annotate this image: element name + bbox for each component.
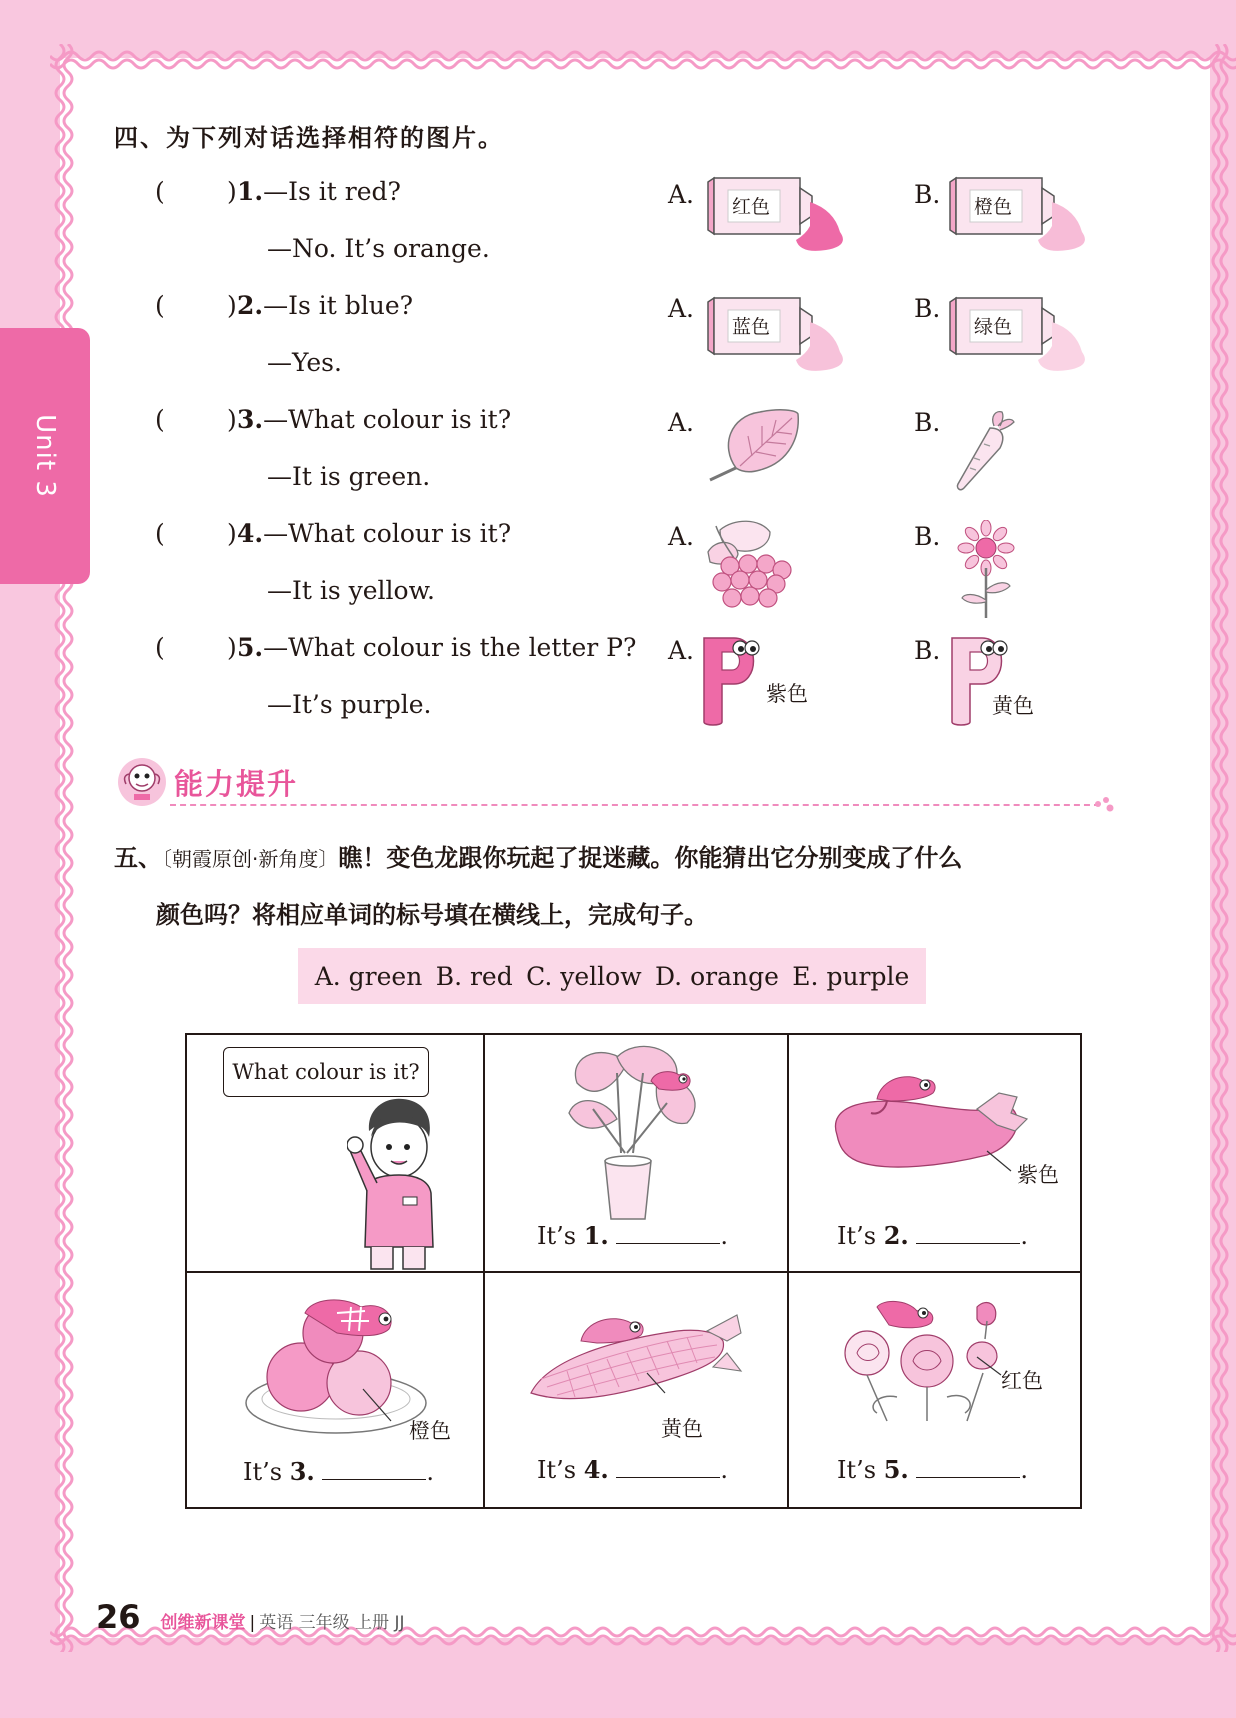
answer-paren-open[interactable]: ( xyxy=(155,633,165,662)
oranges-chameleon-image xyxy=(241,1293,431,1443)
tube-label: 蓝色 xyxy=(732,316,771,338)
sentence-number: 1. xyxy=(583,1221,609,1250)
answer-paren-close: ) xyxy=(227,519,237,548)
answer-text: —It’s purple. xyxy=(267,690,432,719)
sentence-1 xyxy=(537,1221,728,1250)
word-option: D. orange xyxy=(655,961,779,991)
paint-tube-red-image xyxy=(704,176,854,252)
sentence-prefix: It’s xyxy=(537,1222,577,1250)
sentence-number: 4. xyxy=(583,1455,609,1484)
grapes-image xyxy=(700,518,800,614)
option-b-label: B. xyxy=(914,180,941,209)
sentence-4 xyxy=(537,1455,728,1484)
section-5-line-1: 瞧！变色龙跟你玩起了捉迷藏。你能猜出它分别变成了什么 xyxy=(338,844,963,872)
answer-paren-open[interactable]: ( xyxy=(155,177,165,206)
trophy-mascot-icon xyxy=(114,756,170,808)
unit-tab-label: Unit 3 xyxy=(29,414,60,498)
answer-blank-4[interactable] xyxy=(616,1456,720,1478)
letter-p-color-label: 紫色 xyxy=(766,682,808,706)
option-b-label: B. xyxy=(914,636,941,665)
sentence-5 xyxy=(837,1455,1028,1484)
answer-blank-1[interactable] xyxy=(616,1222,720,1244)
roses-chameleon-image xyxy=(837,1297,1017,1427)
option-b-label: B. xyxy=(914,522,941,551)
section-5-prefix: 五、 xyxy=(114,844,162,872)
page-number: 26 xyxy=(96,1598,141,1636)
eggplant-color-label: 紫色 xyxy=(1017,1163,1059,1187)
chameleon-grid xyxy=(185,1033,1082,1509)
section-5-source: 〔朝霞原创·新角度〕 xyxy=(162,847,339,871)
footer-separator: | xyxy=(249,1613,256,1633)
section-5-line-2: 颜色吗？将相应单词的标号填在横线上，完成句子。 xyxy=(156,901,708,929)
oranges-color-label: 橙色 xyxy=(409,1419,451,1443)
tube-label: 红色 xyxy=(732,196,771,218)
answer-paren-open[interactable]: ( xyxy=(155,405,165,434)
wave-border-left xyxy=(46,44,82,1652)
book-title: 创维新课堂 xyxy=(160,1613,246,1633)
question-text: —What colour is it? xyxy=(263,405,512,434)
page-footer xyxy=(96,1598,405,1636)
question-number: 3. xyxy=(237,405,264,434)
option-a-label: A. xyxy=(668,180,695,209)
sentence-3 xyxy=(243,1457,434,1486)
option-a-label: A. xyxy=(668,522,695,551)
sentence-prefix: It’s xyxy=(837,1456,877,1484)
corn-color-label: 黄色 xyxy=(661,1417,703,1441)
unit-side-tab xyxy=(0,328,90,584)
answer-blank-5[interactable] xyxy=(916,1456,1020,1478)
answer-text: —No. It’s orange. xyxy=(267,234,490,263)
sentence-end: . xyxy=(720,1456,729,1484)
roses-color-label: 红色 xyxy=(1001,1369,1043,1393)
sentence-end: . xyxy=(1020,1222,1029,1250)
letter-p-purple-image xyxy=(698,632,768,728)
dots-decoration-icon xyxy=(1094,796,1116,814)
question-text: —What colour is the letter P? xyxy=(263,633,637,662)
answer-text: —Yes. xyxy=(267,348,342,377)
sentence-2 xyxy=(837,1221,1028,1250)
letter-p-color-label: 黄色 xyxy=(992,694,1034,718)
paint-tube-blue-image xyxy=(704,296,854,372)
question-text: —What colour is it? xyxy=(263,519,512,548)
ability-title: 能力提升 xyxy=(174,767,299,801)
option-a-label: A. xyxy=(668,294,695,323)
option-b-label: B. xyxy=(914,294,941,323)
sentence-prefix: It’s xyxy=(537,1456,577,1484)
tube-label: 橙色 xyxy=(974,196,1013,218)
answer-paren-open[interactable]: ( xyxy=(155,291,165,320)
grid-divider xyxy=(187,1271,1080,1273)
question-number: 5. xyxy=(237,633,264,662)
answer-blank-2[interactable] xyxy=(916,1222,1020,1244)
word-option: B. red xyxy=(435,961,513,991)
sentence-number: 2. xyxy=(883,1221,909,1250)
boy-image xyxy=(347,1097,443,1271)
sentence-prefix: It’s xyxy=(243,1458,283,1486)
paint-tube-green-image xyxy=(946,296,1096,372)
question-text: —Is it red? xyxy=(263,177,401,206)
carrot-image xyxy=(950,408,1020,494)
answer-paren-close: ) xyxy=(227,291,237,320)
ability-divider xyxy=(170,804,1100,806)
sunflower-image xyxy=(954,520,1018,620)
answer-paren-open[interactable]: ( xyxy=(155,519,165,548)
answer-paren-close: ) xyxy=(227,405,237,434)
sentence-end: . xyxy=(1020,1456,1029,1484)
option-b-label: B. xyxy=(914,408,941,437)
question-number: 2. xyxy=(237,291,264,320)
word-option: E. purple xyxy=(792,961,910,991)
option-a-label: A. xyxy=(668,636,695,665)
answer-text: —It is green. xyxy=(267,462,431,491)
question-number: 1. xyxy=(237,177,264,206)
leaf-image xyxy=(700,406,810,488)
eggplant-chameleon-image xyxy=(827,1065,1037,1185)
plant-chameleon-image xyxy=(567,1043,707,1223)
sentence-number: 3. xyxy=(289,1457,315,1486)
sentence-prefix: It’s xyxy=(837,1222,877,1250)
answer-blank-3[interactable] xyxy=(322,1458,426,1480)
word-option: A. green xyxy=(314,961,423,991)
paint-tube-orange-image xyxy=(946,176,1096,252)
wave-border-right xyxy=(1208,44,1236,1652)
answer-paren-close: ) xyxy=(227,177,237,206)
word-bank xyxy=(298,948,926,1004)
speech-bubble: What colour is it? xyxy=(223,1047,429,1097)
section-5-instructions xyxy=(114,830,1114,943)
word-option: C. yellow xyxy=(526,961,642,991)
question-number: 4. xyxy=(237,519,264,548)
wave-border-top xyxy=(50,44,1236,74)
section-4-title: 四、为下列对话选择相符的图片。 xyxy=(114,124,504,152)
corn-chameleon-image xyxy=(527,1301,747,1421)
book-info: 英语 三年级 上册 JJ xyxy=(259,1613,405,1633)
question-text: —Is it blue? xyxy=(263,291,414,320)
sentence-end: . xyxy=(426,1458,435,1486)
answer-text: —It is yellow. xyxy=(267,576,435,605)
tube-label: 绿色 xyxy=(974,316,1013,338)
option-a-label: A. xyxy=(668,408,695,437)
ability-header xyxy=(114,756,1114,816)
sentence-number: 5. xyxy=(883,1455,909,1484)
answer-paren-close: ) xyxy=(227,633,237,662)
sentence-end: . xyxy=(720,1222,729,1250)
